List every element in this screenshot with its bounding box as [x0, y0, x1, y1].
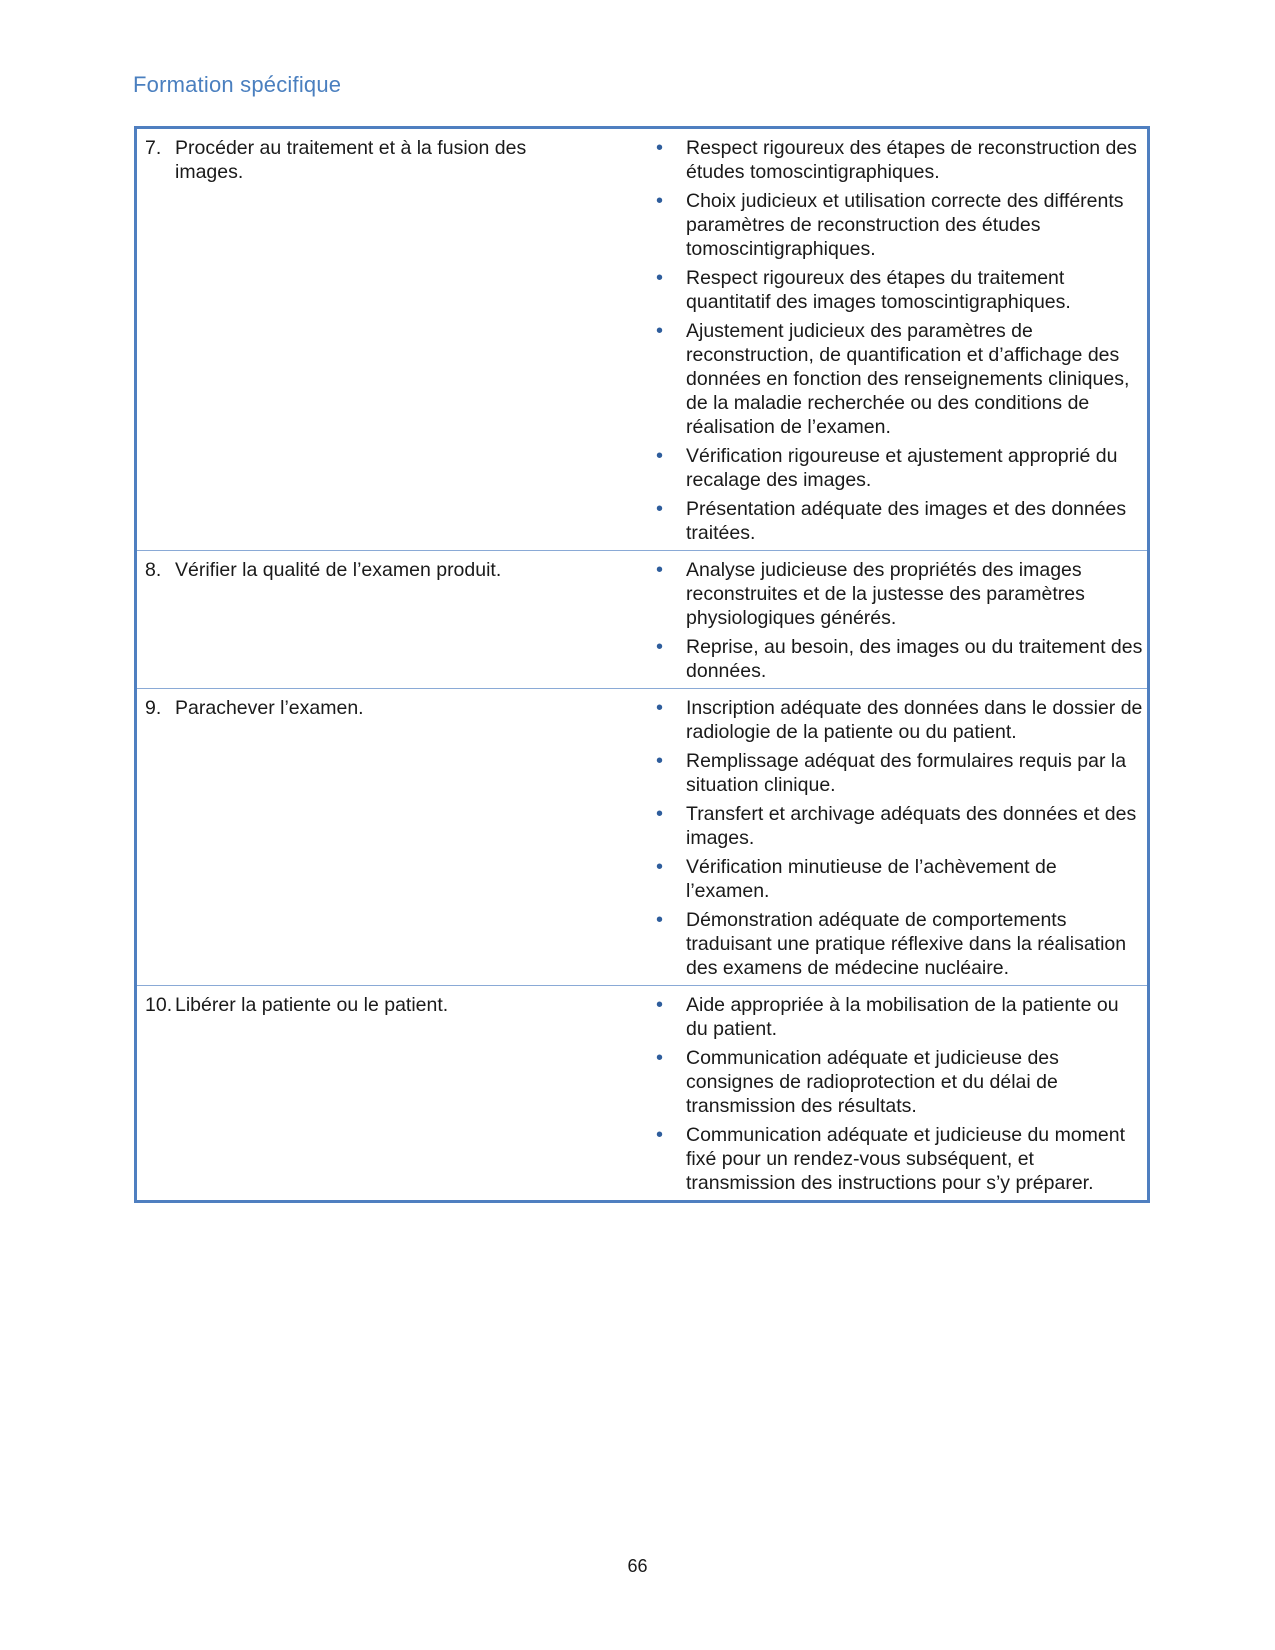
competency-text: Libérer la patiente ou le patient.: [175, 994, 449, 1016]
competency-number: 10.: [145, 994, 173, 1016]
bullet-icon: •: [656, 909, 664, 931]
table-row: [136, 551, 1149, 689]
competency-cell: [136, 986, 654, 1202]
bullet-icon: •: [656, 1047, 664, 1069]
bullet-icon: •: [656, 1124, 664, 1146]
bullet-icon: •: [656, 636, 664, 658]
competency-number: 7.: [145, 137, 162, 159]
criteria-item: • Respect rigoureux des étapes du traitement quantitatif des images tomoscintigraphiques.: [656, 267, 1071, 313]
competency-cell: [136, 551, 654, 689]
criteria-item: • Reprise, au besoin, des images ou du traitement des données.: [656, 636, 1143, 682]
competency-text: Procéder au traitement et à la fusion des images.: [175, 137, 527, 183]
criteria-item: • Vérification minutieuse de l’achèvement de l’examen.: [656, 856, 1057, 902]
bullet-icon: •: [656, 267, 664, 289]
criteria-list: [653, 696, 1143, 980]
criteria-item: • Inscription adéquate des données dans le dossier de radiologie de la patiente ou du patient.: [656, 697, 1143, 743]
bullet-icon: •: [656, 190, 664, 212]
competency-number: 8.: [145, 559, 162, 581]
bullet-icon: •: [656, 498, 664, 520]
criteria-item: • Remplissage adéquat des formulaires requis par la situation clinique.: [656, 750, 1127, 796]
criteria-item: • Présentation adéquate des images et des données traitées.: [656, 498, 1127, 544]
competency-cell: [136, 689, 654, 986]
page-number: 66: [627, 1556, 648, 1576]
bullet-icon: •: [656, 559, 664, 581]
bullet-icon: •: [656, 445, 664, 467]
criteria-item: • Démonstration adéquate de comportements traduisant une pratique réflexive dans la réalisation des examens de médecine nucléaire.: [656, 909, 1127, 979]
criteria-list: [653, 136, 1143, 545]
competency-table: [134, 126, 1150, 1203]
criteria-item: • Ajustement judicieux des paramètres de reconstruction, de quantification et d’affichage des données en fonction des renseignements cliniques, de la maladie recherchée ou des conditions de réalisation de l’examen.: [656, 320, 1130, 438]
bullet-icon: •: [656, 750, 664, 772]
criteria-item: • Communication adéquate et judicieuse du moment fixé pour un rendez-vous subséquent, et transmission des instructions pour s’y préparer.: [656, 1124, 1126, 1194]
section-title: Formation spécifique: [133, 72, 342, 97]
criteria-item: • Vérification rigoureuse et ajustement approprié du recalage des images.: [656, 445, 1118, 491]
competency-cell: [136, 128, 654, 551]
criteria-list: [653, 558, 1143, 683]
competency-text: Parachever l’examen.: [175, 697, 364, 719]
criteria-cell: [653, 128, 1149, 551]
bullet-icon: •: [656, 994, 664, 1016]
bullet-icon: •: [656, 697, 664, 719]
bullet-icon: •: [656, 803, 664, 825]
criteria-cell: [653, 986, 1149, 1202]
competency-number: 9.: [145, 697, 162, 719]
criteria-list: [653, 993, 1143, 1195]
criteria-item: • Respect rigoureux des étapes de reconstruction des études tomoscintigraphiques.: [656, 137, 1137, 183]
criteria-item: • Analyse judicieuse des propriétés des images reconstruites et de la justesse des paramètres physiologiques générés.: [656, 559, 1085, 629]
criteria-cell: [653, 551, 1149, 689]
bullet-icon: •: [656, 137, 664, 159]
bullet-icon: •: [656, 320, 664, 342]
criteria-item: • Choix judicieux et utilisation correcte des différents paramètres de reconstruction des études tomoscintigraphiques.: [656, 190, 1124, 260]
criteria-item: • Communication adéquate et judicieuse des consignes de radioprotection et du délai de transmission des résultats.: [656, 1047, 1059, 1117]
criteria-item: • Aide appropriée à la mobilisation de la patiente ou du patient.: [656, 994, 1119, 1040]
bullet-icon: •: [656, 856, 664, 878]
table-row: [136, 689, 1149, 986]
competency-text: Vérifier la qualité de l’examen produit.: [175, 559, 502, 581]
criteria-item: • Transfert et archivage adéquats des données et des images.: [656, 803, 1137, 849]
table-row: [136, 986, 1149, 1202]
criteria-cell: [653, 689, 1149, 986]
table-row: [136, 128, 1149, 551]
